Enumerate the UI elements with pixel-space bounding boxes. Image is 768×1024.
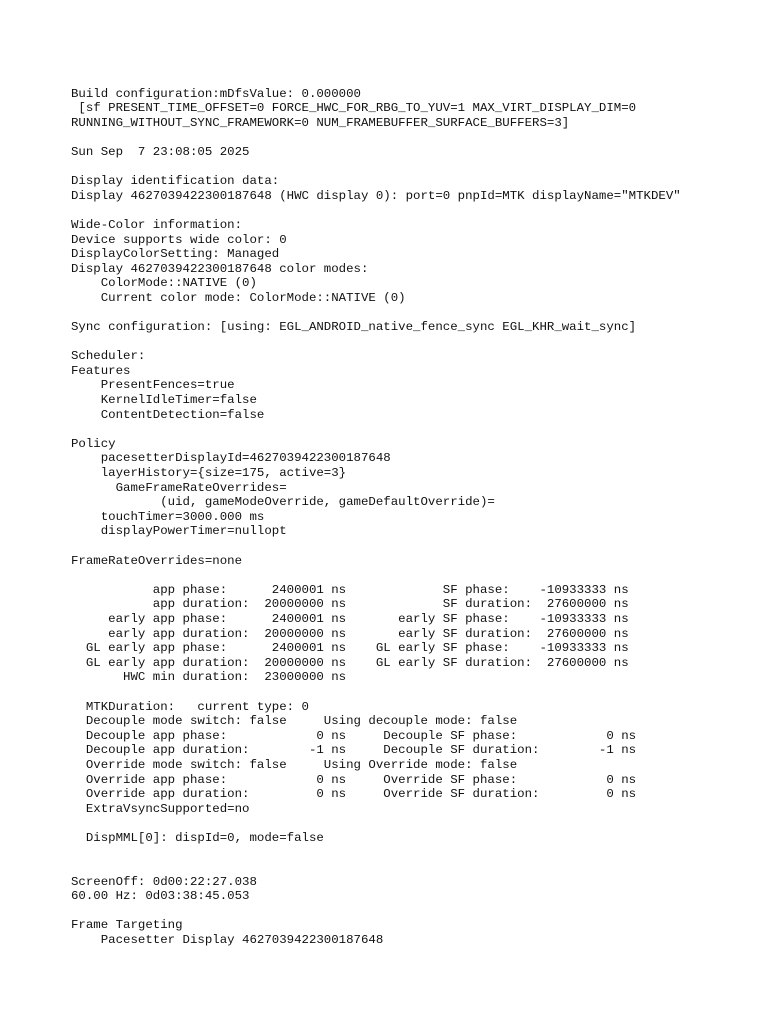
text-line xyxy=(71,685,761,700)
wide-color-heading: Wide-Color information: xyxy=(71,217,243,232)
mtk-table-row: Override mode switch: false Using Override mode: false xyxy=(71,757,518,772)
dumpsys-text-page xyxy=(71,72,761,948)
build-configuration-line: Build configuration:mDfsValue: 0.000000 xyxy=(71,86,361,101)
timing-table-row: GL early app phase: 2400001 ns GL early SF phase: -10933333 ns xyxy=(71,641,629,656)
timing-table-row: HWC min duration: 23000000 ns xyxy=(71,670,347,685)
display-identification-line: Display 4627039422300187648 (HWC display 0): port=0 pnpId=MTK displayName="MTKDEV" xyxy=(71,188,681,203)
text-line xyxy=(71,72,761,87)
mtk-table-row: Override app duration: 0 ns Override SF duration: 0 ns xyxy=(71,787,637,802)
text-line xyxy=(71,860,761,875)
display-color-setting-line: DisplayColorSetting: Managed xyxy=(71,247,280,262)
mtk-table-row: Override app phase: 0 ns Override SF phase: 0 ns xyxy=(71,772,637,787)
refresh-rate-line: 60.00 Hz: 0d03:38:45.053 xyxy=(71,889,250,904)
policy-line: layerHistory={size=175, active=3} xyxy=(71,466,347,481)
extra-vsync-line: ExtraVsyncSupported=no xyxy=(71,801,250,816)
screen-off-line: ScreenOff: 0d00:22:27.038 xyxy=(71,874,257,889)
timing-table-row: early app phase: 2400001 ns early SF phase: -10933333 ns xyxy=(71,611,629,626)
timestamp-line: Sun Sep 7 23:08:05 2025 xyxy=(71,144,250,159)
mtk-table-row: Decouple mode switch: false Using decouple mode: false xyxy=(71,714,518,729)
text-line xyxy=(71,335,761,350)
feature-line: KernelIdleTimer=false xyxy=(71,393,257,408)
color-mode-line: ColorMode::NATIVE (0) xyxy=(71,276,257,291)
display-identification-heading: Display identification data: xyxy=(71,174,280,189)
pacesetter-display-line: Pacesetter Display 4627039422300187648 xyxy=(71,933,384,948)
timing-table-row: GL early app duration: 20000000 ns GL early SF duration: 27600000 ns xyxy=(71,655,629,670)
text-line xyxy=(71,904,761,919)
color-modes-heading: Display 4627039422300187648 color modes: xyxy=(71,261,369,276)
text-line xyxy=(71,816,761,831)
disp-mml-line: DispMML[0]: dispId=0, mode=false xyxy=(71,830,324,845)
sync-configuration-line: Sync configuration: [using: EGL_ANDROID_native_fence_sync EGL_KHR_wait_sync] xyxy=(71,320,637,335)
scheduler-heading: Scheduler: xyxy=(71,349,146,364)
policy-line: touchTimer=3000.000 ms xyxy=(71,509,265,524)
frame-targeting-heading: Frame Targeting xyxy=(71,918,183,933)
policy-heading: Policy xyxy=(71,436,116,451)
policy-line: displayPowerTimer=nullopt xyxy=(71,524,287,539)
policy-line: GameFrameRateOverrides= xyxy=(71,480,287,495)
text-line xyxy=(71,160,761,175)
text-line xyxy=(71,568,761,583)
frame-rate-overrides-line: FrameRateOverrides=none xyxy=(71,553,243,568)
sf-config-line-2: RUNNING_WITHOUT_SYNC_FRAMEWORK=0 NUM_FRAMEBUFFER_SURFACE_BUFFERS=3] xyxy=(71,115,570,130)
timing-table-row: early app duration: 20000000 ns early SF duration: 27600000 ns xyxy=(71,626,629,641)
policy-line: pacesetterDisplayId=4627039422300187648 xyxy=(71,451,391,466)
text-line xyxy=(71,203,761,218)
wide-color-support-line: Device supports wide color: 0 xyxy=(71,232,287,247)
timing-table-row: app phase: 2400001 ns SF phase: -10933333 ns xyxy=(71,582,629,597)
feature-line: ContentDetection=false xyxy=(71,407,265,422)
text-line xyxy=(71,539,761,554)
current-color-mode-line: Current color mode: ColorMode::NATIVE (0) xyxy=(71,290,406,305)
text-line xyxy=(71,130,761,145)
feature-line: PresentFences=true xyxy=(71,378,235,393)
text-line xyxy=(71,306,761,321)
text-line xyxy=(71,845,761,860)
sf-config-line-1: [sf PRESENT_TIME_OFFSET=0 FORCE_HWC_FOR_RBG_TO_YUV=1 MAX_VIRT_DISPLAY_DIM=0 xyxy=(71,101,637,116)
mtk-table-row: Decouple app duration: -1 ns Decouple SF duration: -1 ns xyxy=(71,743,637,758)
mtk-duration-line: MTKDuration: current type: 0 xyxy=(71,699,309,714)
mtk-table-row: Decouple app phase: 0 ns Decouple SF phase: 0 ns xyxy=(71,728,637,743)
text-line xyxy=(71,422,761,437)
features-heading: Features xyxy=(71,363,131,378)
policy-line: (uid, gameModeOverride, gameDefaultOverride)= xyxy=(71,495,495,510)
timing-table-row: app duration: 20000000 ns SF duration: 27600000 ns xyxy=(71,597,629,612)
